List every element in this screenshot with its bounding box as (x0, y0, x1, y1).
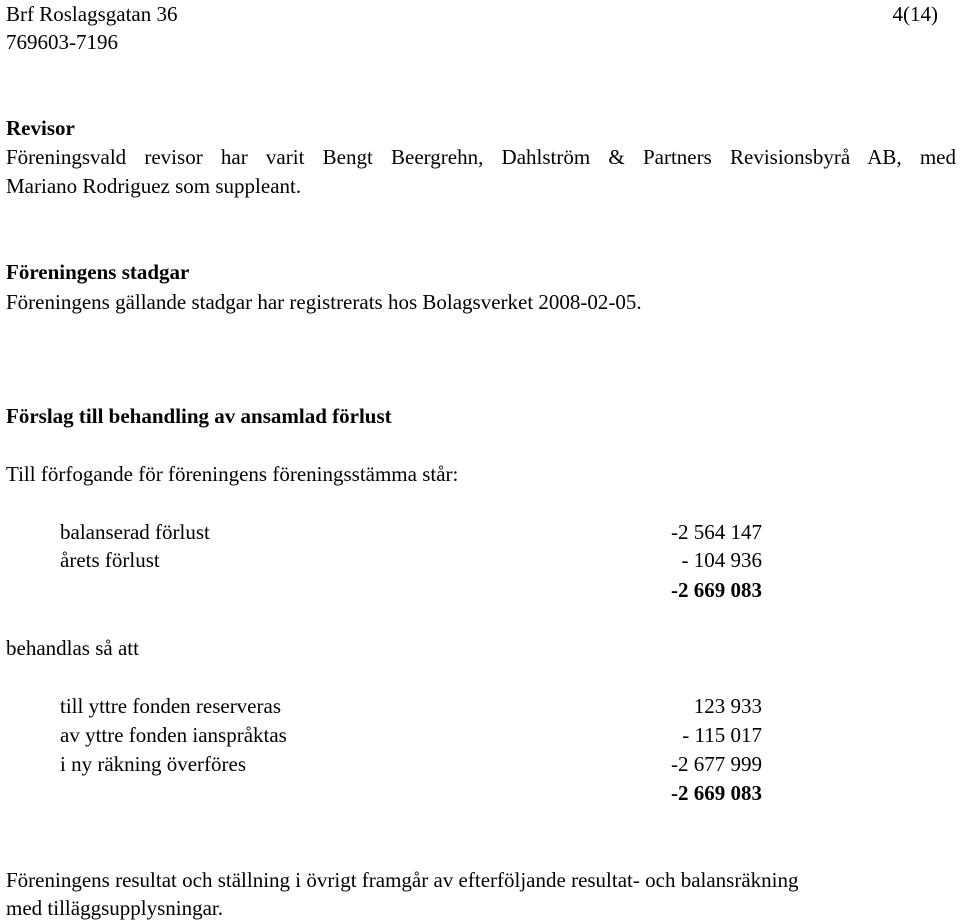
treatment-row-value: -2 677 999 (671, 752, 762, 776)
available-row-value: -2 564 147 (671, 520, 762, 544)
treatment-row-label: till yttre fonden reserveras (60, 694, 281, 718)
treatment-row-label: i ny räkning överföres (60, 752, 247, 776)
available-row-value: - 104 936 (681, 548, 762, 572)
proposal-intro: Till förfogande för föreningens föreningsstämma står: (6, 462, 459, 486)
available-row-label: årets förlust (60, 548, 160, 572)
organization-number: 769603-7196 (6, 30, 118, 54)
proposal-heading: Förslag till behandling av ansamlad förlust (6, 404, 392, 428)
footer-text-line-2: med tilläggsupplysningar. (6, 896, 223, 920)
organization-name: Brf Roslagsgatan 36 (6, 2, 178, 26)
revisor-text-line-2: Mariano Rodriguez som suppleant. (6, 174, 302, 198)
revisor-heading: Revisor (6, 116, 75, 140)
treatment-row-label: av yttre fonden ianspråktas (60, 723, 287, 747)
page-number: 4(14) (892, 2, 938, 26)
treatment-row-value: - 115 017 (682, 723, 762, 747)
revisor-text-line-1: Föreningsvald revisor har varit Bengt Beergrehn, Dahlström & Partners Revisionsbyrå AB, med (6, 145, 956, 169)
treatment-row-value: 123 933 (693, 694, 762, 718)
footer-text-line-1: Föreningens resultat och ställning i övrigt framgår av efterföljande resultat- och balansräkning (6, 868, 799, 892)
stadgar-text: Föreningens gällande stadgar har registrerats hos Bolagsverket 2008-02-05. (6, 290, 642, 314)
available-total: -2 669 083 (671, 578, 762, 602)
available-row-label: balanserad förlust (60, 520, 210, 544)
stadgar-heading: Föreningens stadgar (6, 260, 190, 284)
treatment-total: -2 669 083 (671, 781, 762, 805)
treatment-heading: behandlas så att (6, 636, 139, 660)
